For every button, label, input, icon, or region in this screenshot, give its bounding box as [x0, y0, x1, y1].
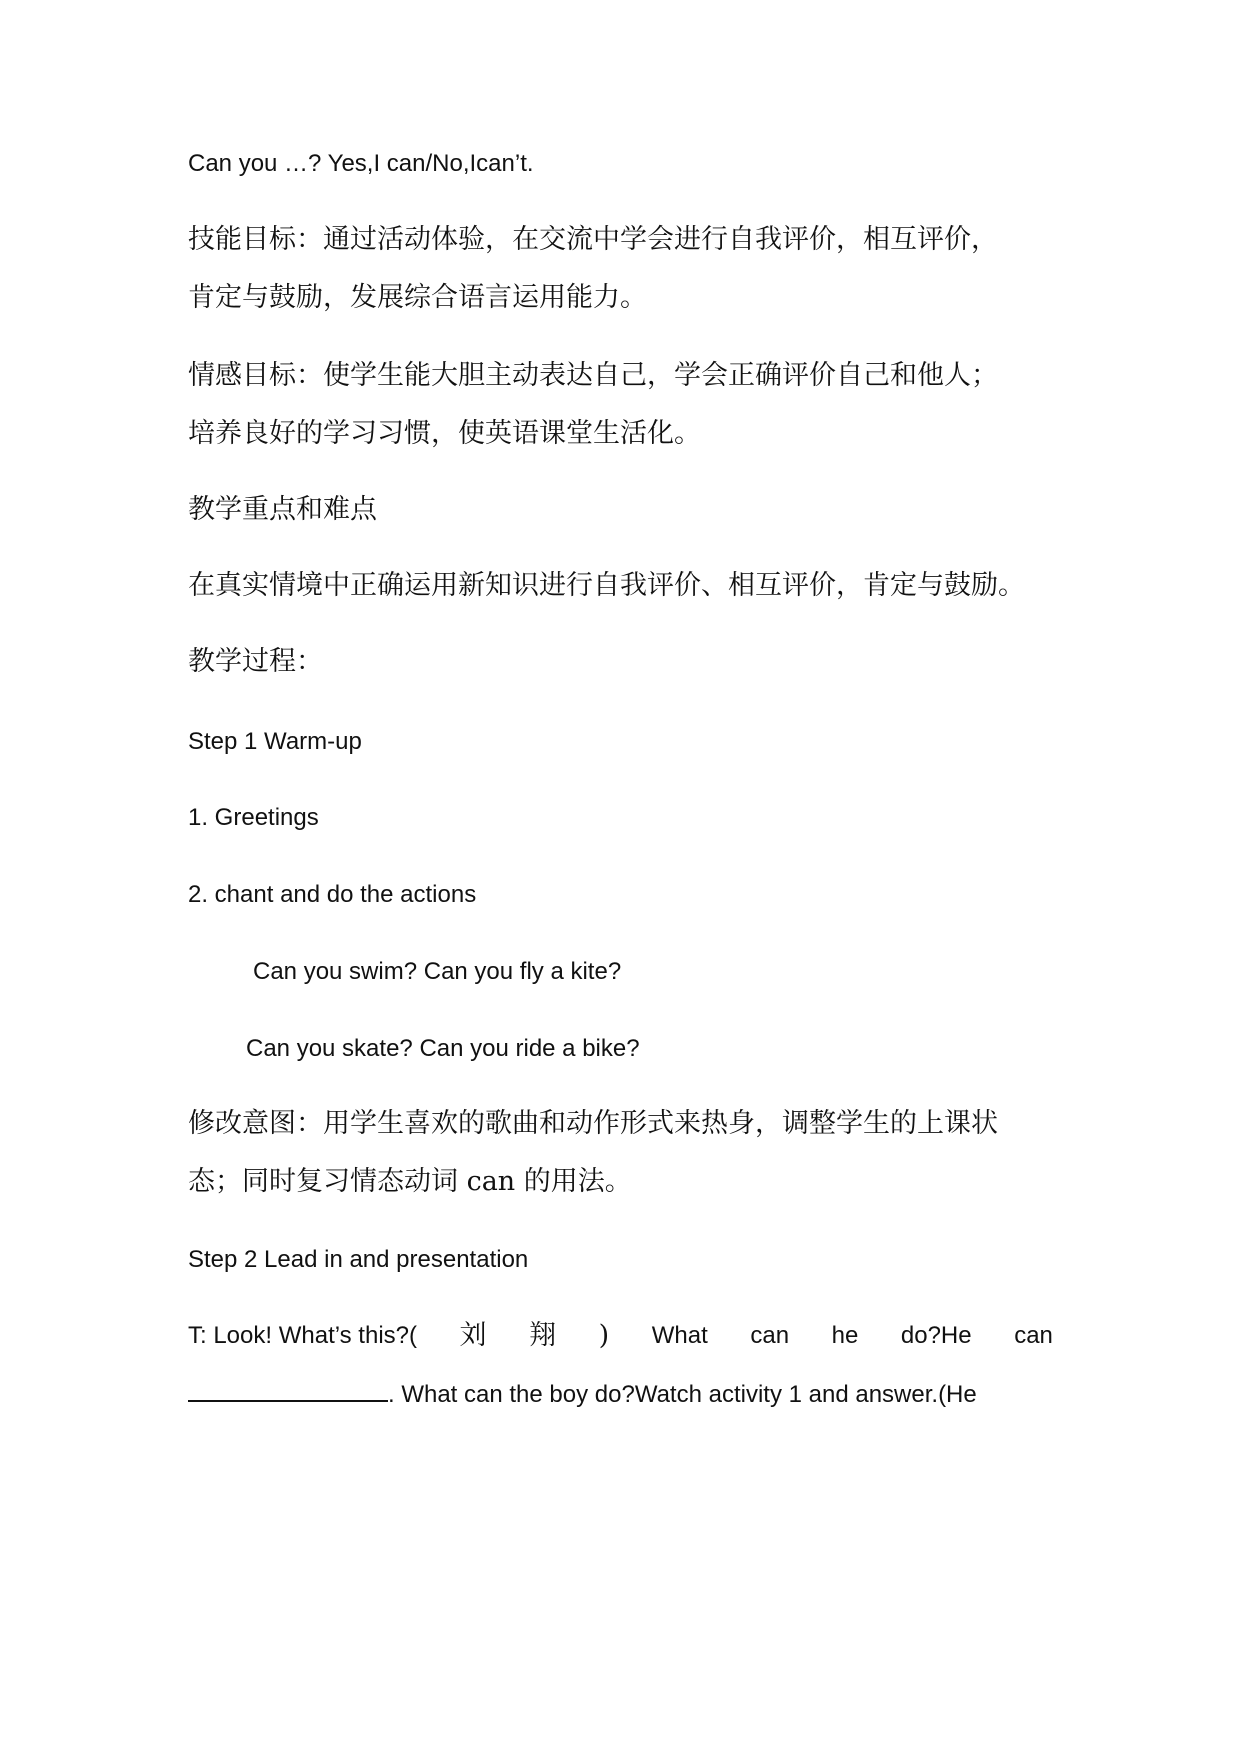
dialogue-word: can [1014, 1322, 1053, 1349]
paragraph-revision-intent: 修改意图：用学生喜欢的歌曲和动作形式来热身，调整学生的上课状 [188, 1108, 998, 1139]
paragraph-teacher-dialogue [188, 1320, 1053, 1352]
paragraph-skill-goal: 技能目标：通过活动体验，在交流中学会进行自我评价，相互评价， [188, 224, 998, 255]
heading-teaching-process: 教学过程： [188, 646, 323, 677]
answer-blank-line [188, 1378, 388, 1402]
chant-line-2: Can you skate? Can you ride a bike? [246, 1035, 640, 1062]
heading-step-1: Step 1 Warm-up [188, 728, 362, 755]
heading-step-2: Step 2 Lead in and presentation [188, 1246, 529, 1273]
dialogue-word: 刘 [459, 1320, 487, 1351]
paragraph-skill-goal-cont: 肯定与鼓励，发展综合语言运用能力。 [188, 282, 647, 313]
dialogue-word: do?He [900, 1322, 972, 1349]
paragraph-revision-intent-cont: 态；同时复习情态动词 can 的用法。 [188, 1166, 632, 1197]
heading-key-points: 教学重点和难点 [188, 494, 377, 525]
chant-line-1: Can you swim? Can you fly a kite? [253, 958, 622, 985]
list-item-greetings: 1. Greetings [188, 804, 319, 831]
paragraph-emotion-goal-cont: 培养良好的学习习惯，使英语课堂生活化。 [188, 418, 701, 449]
paragraph-teacher-dialogue-cont [188, 1378, 977, 1411]
dialogue-continuation: . What can the boy do?Watch activity 1 and answer.(He [388, 1381, 977, 1408]
paragraph-sentence-pattern: Can you …? Yes,I can/No,Ican’t. [188, 150, 534, 177]
paragraph-key-points: 在真实情境中正确运用新知识进行自我评价、相互评价，肯定与鼓励。 [188, 570, 1025, 601]
list-item-chant: 2. chant and do the actions [188, 881, 477, 908]
dialogue-word: What [651, 1322, 708, 1349]
dialogue-word: can [750, 1322, 790, 1349]
dialogue-word: he [831, 1322, 859, 1349]
dialogue-word: T: Look! What’s this?( [188, 1322, 417, 1349]
dialogue-word: 翔 [529, 1320, 557, 1351]
paragraph-emotion-goal: 情感目标：使学生能大胆主动表达自己，学会正确评价自己和他人； [188, 360, 998, 391]
dialogue-word: ) [598, 1320, 610, 1351]
